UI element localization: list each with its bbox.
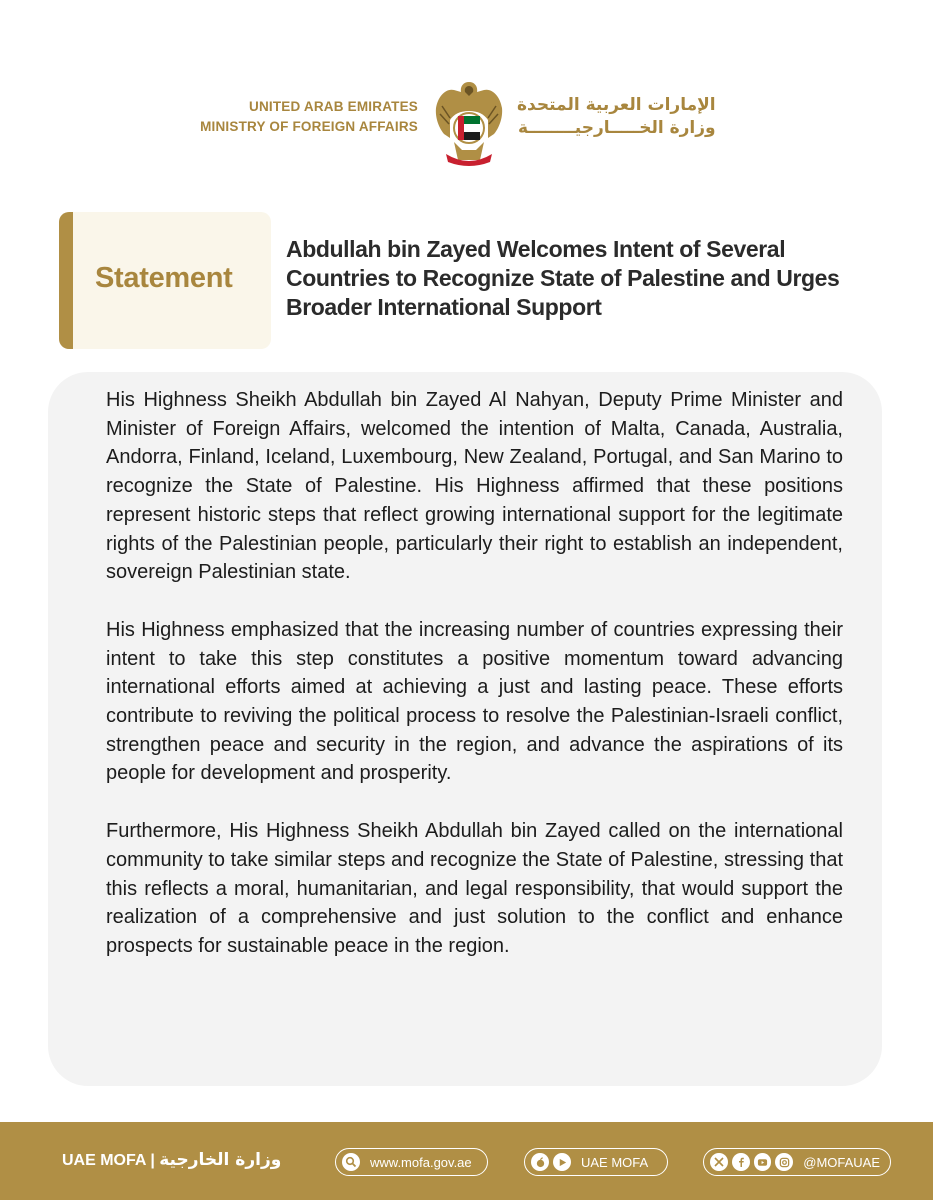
uae-falcon-emblem-icon <box>432 78 506 168</box>
header-ministry-ar: وزارة الخـــــارجيــــــــة <box>518 118 716 138</box>
header-english <box>200 97 418 137</box>
social-handle: @MOFAUAE <box>803 1154 881 1170</box>
body-paragraph-2: His Highness emphasized that the increasing number of countries expressing their intent to take this step constitutes a positive momentum toward advancing international efforts aimed at achieving a just and lasting peace. These efforts contribute to reviving the political process to resolve the Palestinian-Israeli conflict, strengthen peace and security in the region, and advance the aspirations of its people for development and prosperity. <box>106 618 843 785</box>
body-paragraph-1: His Highness Sheikh Abdullah bin Zayed Al Nahyan, Deputy Prime Minister and Minister of Foreign Affairs, welcomed the intention of Malta, Canada, Australia, Andorra, Finland, Iceland, Luxembourg, New Zealand, Portugal, and San Marino to recognize the State of Palestine. His Highness affirmed that these positions represent historic steps that reflect growing international support for the legitimate rights of the Palestinian people, particularly their right to establish an independent, sovereign Palestinian state. <box>106 389 843 584</box>
google-play-icon <box>553 1153 571 1171</box>
app-label: UAE MOFA <box>581 1154 649 1170</box>
footer-brand-ar: وزارة الخارجية <box>159 1150 282 1170</box>
header-ministry-en: MINISTRY OF FOREIGN AFFAIRS <box>200 119 418 134</box>
header <box>0 78 933 168</box>
instagram-icon[interactable] <box>775 1153 793 1171</box>
footer-separator: | <box>150 1152 155 1169</box>
apple-icon <box>531 1153 549 1171</box>
footer-brand <box>62 1150 281 1170</box>
footer-brand-en: UAE MOFA <box>62 1152 146 1169</box>
statement-badge <box>59 212 271 349</box>
website-url: www.mofa.gov.ae <box>370 1154 472 1170</box>
statement-accent-bar <box>59 212 73 349</box>
header-country-en: UNITED ARAB EMIRATES <box>249 99 418 114</box>
header-country-ar: الإمارات العربية المتحدة <box>517 95 716 115</box>
body-paragraph-3: Furthermore, His Highness Sheikh Abdullah bin Zayed called on the international community to take similar steps and recognize the State of Palestine, stressing that this reflects a moral, humanitarian, and legal responsibility, that would support the realization of a comprehensive and just solution to the conflict and enhance prospects for sustainable peace in the region. <box>106 820 843 957</box>
facebook-icon[interactable] <box>732 1153 750 1171</box>
search-icon <box>342 1153 360 1171</box>
app-store-link[interactable] <box>524 1148 668 1176</box>
body-text <box>106 386 843 990</box>
statement-label: Statement <box>95 262 233 294</box>
footer <box>0 1122 933 1200</box>
social-links[interactable] <box>703 1148 891 1176</box>
website-link[interactable] <box>335 1148 488 1176</box>
header-arabic <box>517 94 716 140</box>
youtube-icon[interactable] <box>754 1153 772 1171</box>
x-icon[interactable] <box>710 1153 728 1171</box>
statement-title: Abdullah bin Zayed Welcomes Intent of Several Countries to Recognize State of Palestine and Urges Broader International Support <box>286 236 840 320</box>
